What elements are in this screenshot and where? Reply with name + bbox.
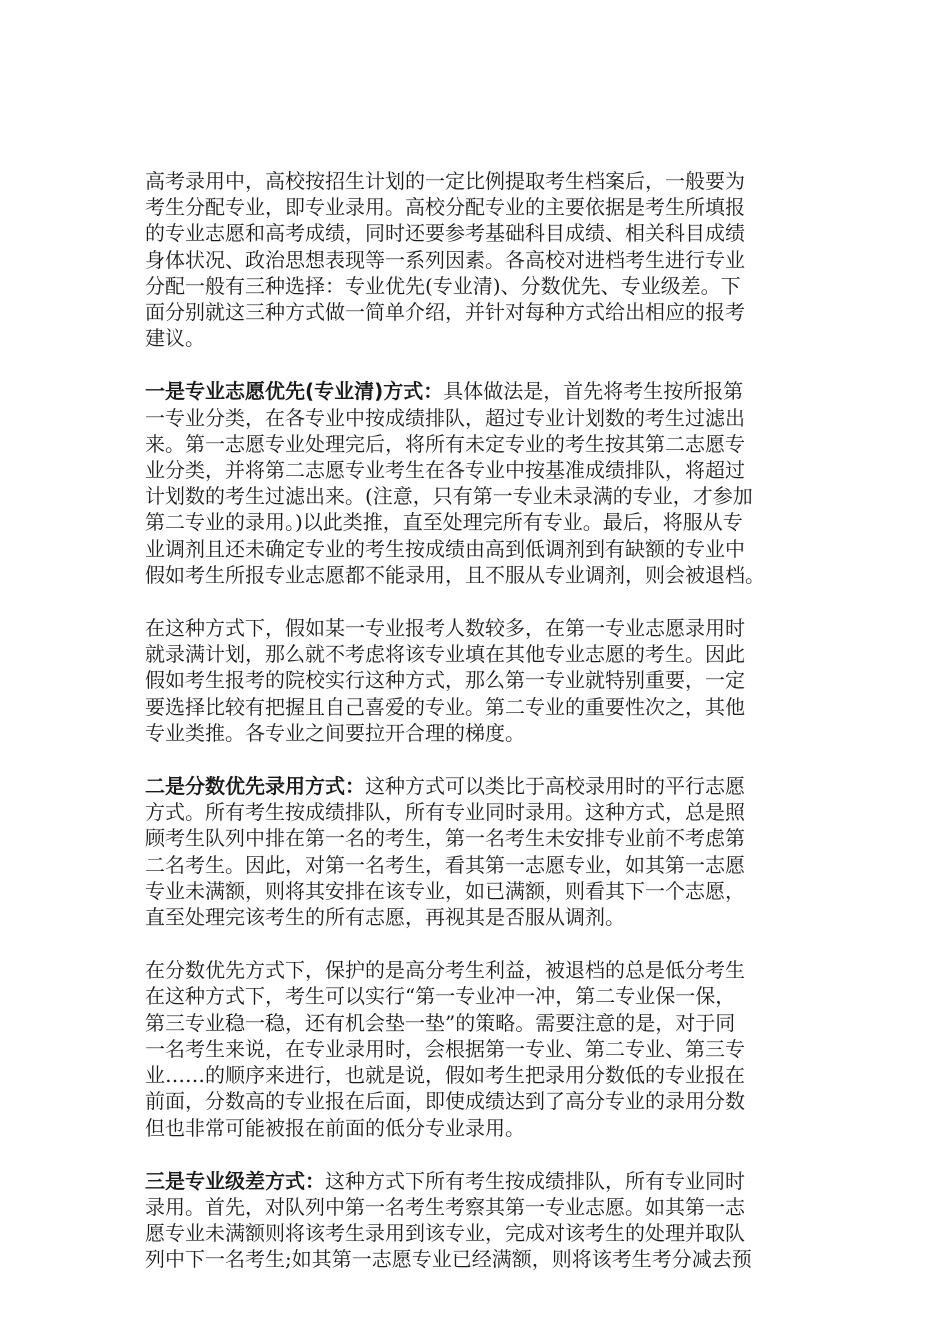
- section1-heading: 一是专业志愿优先(专业清)方式：: [145, 379, 444, 404]
- section2-note-paragraph: 在分数优先方式下，保护的是高分考生利益，被退档的总是低分考生 在这种方式下，考生可以实行“第一专业冲一冲，第二专业保一保， 第三专业稳一稳，还有机会垫一垫”的策略。需要注意的是，对于同 一名考生来说，在专业录用时，会根据第一专业、第二专业、第三专 业……的顺序来进行，也就是说，假如考生把录用分数低的专业报在 前面，分数高的专业报在后面，即使成绩达到了高分专业的录用分数 但也非常可能被报在前面的低分专业录用。: [145, 958, 745, 1140]
- intro-paragraph: 高考录用中，高校按招生计划的一定比例提取考生档案后，一般要为 考生分配专业，即专业录用。高校分配专业的主要依据是考生所填报 的专业志愿和高考成绩，同时还要参考基础科目成绩、相关科目成绩 身体状况、政治思想表现等一系列因素。各高校对进档考生进行专业 分配一般有三种选择：专业优先(专业清)、分数优先、专业级差。下 面分别就这三种方式做一简单介绍，并针对每种方式给出相应的报考 建议。: [145, 169, 745, 351]
- section3-heading: 三是专业级差方式：: [145, 1168, 325, 1193]
- section2-paragraph: [145, 773, 807, 930]
- section1-text: 具体做法是，首先将考生按所报第 一专业分类，在各专业中按成绩排队，超过专业计划数的考生过滤出 来。第一志愿专业处理完后，将所有未定专业的考生按其第二志愿专 业分类，并将第二志愿专业考生在各专业中按基准成绩排队，将超过 计划数的考生过滤出来。(注意，只有第一专业未录满的专业，才参加 第二专业的录用。)以此类推，直至处理完所有专业。最后，将服从专 业调剂且还未确定专业的考生按成绩由高到低调剂到有缺额的专业中 假如考生所报专业志愿都不能录用，且不服从专业调剂，则会被退档。: [145, 379, 765, 587]
- section2-text: 这种方式可以类比于高校录用时的平行志愿 方式。所有考生按成绩排队，所有专业同时录用。这种方式，总是照 顾考生队列中排在第一名的考生，第一名考生未安排专业前不考虑第 二名考生。因此，对第一名考生，看其第一志愿专业，如其第一志愿 专业未满额，则将其安排在该专业，如已满额，则看其下一个志愿， 直至处理完该考生的所有志愿，再视其是否服从调剂。: [145, 774, 745, 930]
- section1-paragraph: [145, 378, 807, 588]
- section3-paragraph: [145, 1168, 807, 1273]
- section2-heading: 二是分数优先录用方式：: [145, 774, 365, 799]
- section1-note-paragraph: 在这种方式下，假如某一专业报考人数较多，在第一专业志愿录用时 就录满计划，那么就不考虑将该专业填在其他专业志愿的考生。因此 假如考生报考的院校实行这种方式，那么第一专业就特别重要，一定 要选择比较有把握且自己喜爱的专业。第二专业的重要性次之，其他 专业类推。各专业之间要拉开合理的梯度。: [145, 616, 745, 745]
- document-body: [145, 168, 807, 1300]
- section3-text: 这种方式下所有考生按成绩排队，所有专业同时 录用。首先，对队列中第一名考生考察其第一专业志愿。如其第一志 愿专业未满额则将该考生录用到该专业，完成对该考生的处理并取队 列中下一名考生;如其第一志愿专业已经满额，则将该考生考分减去预: [145, 1168, 752, 1272]
